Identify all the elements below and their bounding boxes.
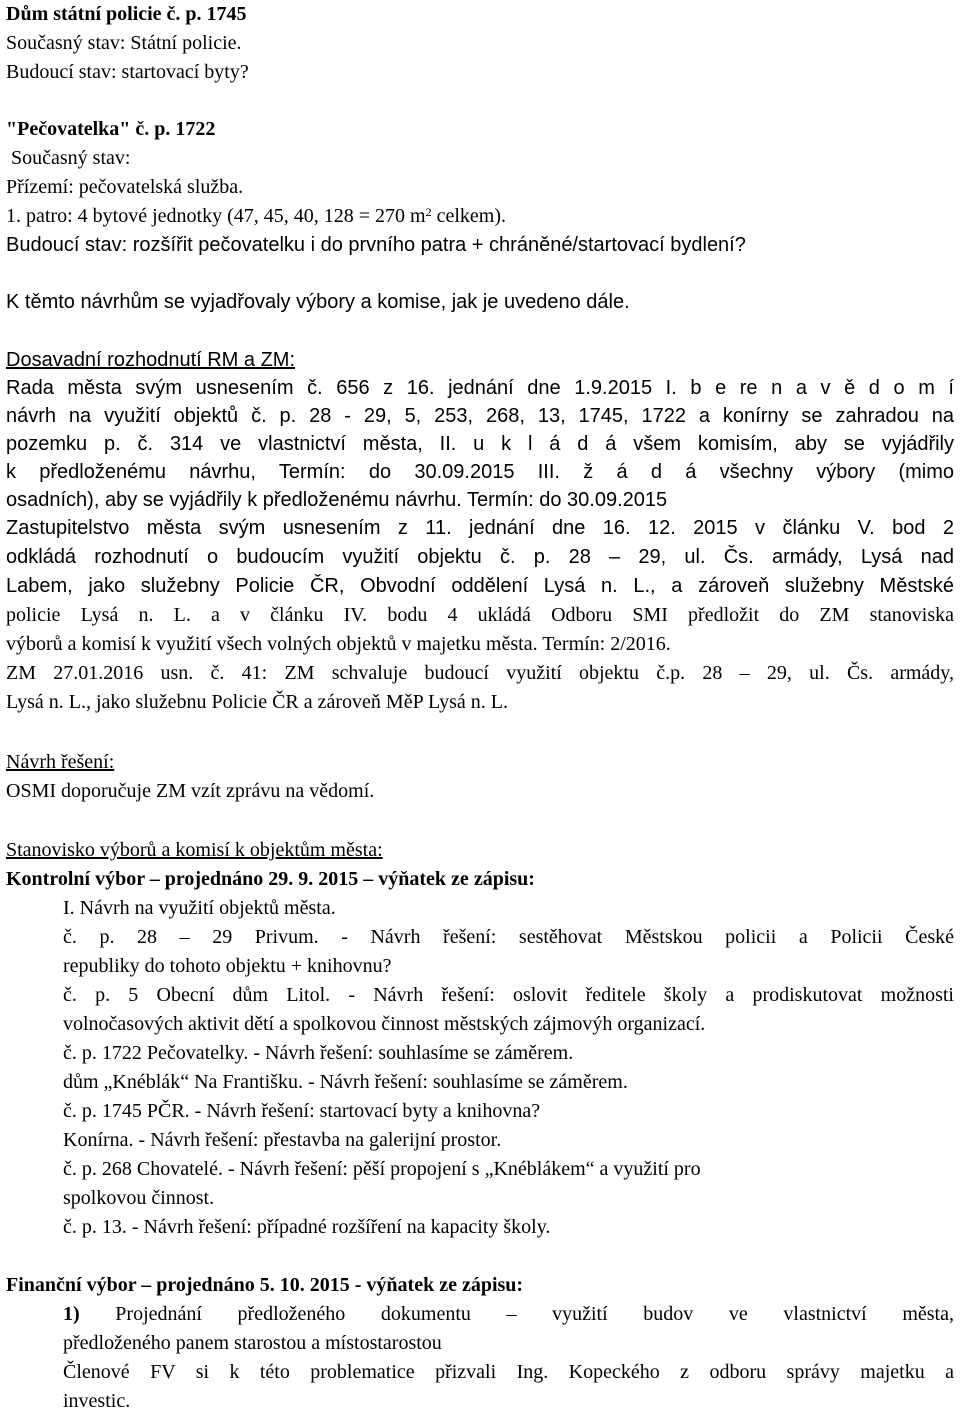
decision-line: Rada města svým usnesením č. 656 z 16. jednání dne 1.9.2015 I. b e re n a v ě d o m í [6,377,954,399]
control-item: dům „Knéblák“ Na Františku. - Návrh řešení: souhlasíme se záměrem. [63,1071,628,1093]
current-state-line: Současný stav: Státní policie. [6,32,242,54]
decision-line: pozemku p. č. 314 ve vlastnictví města, II. u k l á d á všem komisím, aby se vyjádřily [6,433,954,455]
finance-item: 1) Projednání předloženého dokumentu – využití budov ve vlastnictví města, [63,1303,954,1325]
first-floor-line: 1. patro: 4 bytové jednotky (47, 45, 40, 128 = 270 $m^2$ celkem). [6,205,506,227]
finance-committee-heading: Finanční výbor – projednáno 5. 10. 2015 - výňatek ze zápisu: [6,1274,524,1296]
decisions-heading: Dosavadní rozhodnutí RM a ZM: [6,349,296,371]
control-item: č. p. 5 Obecní dům Litol. - Návrh řešení: oslovit ředitele školy a prodiskutovat možnosti [63,984,954,1006]
control-item: republiky do tohoto objektu + knihovnu? [63,955,392,977]
control-item: č. p. 28 – 29 Privum. - Návrh řešení: sestěhovat Městskou policii a Policii České [63,926,954,948]
ground-floor-line: Přízemí: pečovatelská služba. [6,176,244,198]
current-state-label: Současný stav: [6,147,131,169]
control-item: volnočasových aktivit dětí a spolkovou činnost městských zájmovýh organizací. [63,1013,706,1035]
decision-line: ZM 27.01.2016 usn. č. 41: ZM schvaluje budoucí využití objektu č.p. 28 – 29, ul. Čs. armády, [6,662,954,684]
control-item: č. p. 268 Chovatelé. - Návrh řešení: pěší propojení s „Knéblákem“ a využití pro [63,1158,701,1180]
decision-line: Lysá n. L., jako služebnu Policie ČR a zároveň MěP Lysá n. L. [6,691,508,713]
decision-line: Zastupitelstvo města svým usnesením z 11. jednání dne 16. 12. 2015 v článku V. bod 2 [6,517,954,539]
proposal-heading: Návrh řešení: [6,751,115,773]
decision-line: odkládá rozhodnutí o budoucím využití objektu č. p. 28 – 29, ul. Čs. armády, Lysá nad [6,546,954,568]
control-item: I. Návrh na využití objektů města. [63,897,336,919]
control-item: spolkovou činnost. [63,1187,215,1209]
control-item: č. p. 13. - Návrh řešení: případné rozšíření na kapacity školy. [63,1216,551,1238]
committees-heading: Stanovisko výborů a komisí k objektům města: [6,839,383,861]
proposal-text: OSMI doporučuje ZM vzít zprávu na vědomí. [6,780,375,802]
control-item: č. p. 1722 Pečovatelky. - Návrh řešení: souhlasíme se záměrem. [63,1042,574,1064]
decision-line: k předloženému návrhu, Termín: do 30.09.2015 III. ž á d á všechny výbory (mimo [6,461,954,483]
decision-line: osadních), aby se vyjádřily k předloženému návrhu. Termín: do 30.09.2015 [6,489,668,511]
finance-item: investic. [63,1390,131,1412]
finance-item: předloženého panem starostou a místostarostou [63,1332,442,1354]
decision-line: návrh na využití objektů č. p. 28 - 29, 5, 253, 268, 13, 1745, 1722 a konírny se zahradou na [6,405,954,427]
decision-line: policie Lysá n. L. a v článku IV. bodu 4 ukládá Odboru SMI předložit do ZM stanoviska [6,604,954,626]
control-item: č. p. 1745 PČR. - Návrh řešení: startovací byty a knihovna? [63,1100,541,1122]
nursing-house-title: "Pečovatelka" č. p. 1722 [6,118,216,140]
decision-line: Labem, jako služebny Policie ČR, Obvodní oddělení Lysá n. L., a zároveň služebny Městské [6,575,954,597]
control-committee-heading: Kontrolní výbor – projednáno 29. 9. 2015 – výňatek ze zápisu: [6,868,535,890]
future-state-nursing-line: Budoucí stav: rozšířit pečovatelku i do prvního patra + chráněné/startovací bydlení? [6,234,746,256]
control-item: Konírna. - Návrh řešení: přestavba na galerijní prostor. [63,1129,502,1151]
finance-item: Členové FV si k této problematice přizvali Ing. Kopeckého z odboru správy majetku a [63,1361,954,1383]
decision-line: výborů a komisí k využití všech volných objektů v majetku města. Termín: 2/2016. [6,633,671,655]
house-title: Dům státní policie č. p. 1745 [6,3,247,25]
committees-intro: K těmto návrhům se vyjadřovaly výbory a komise, jak je uvedeno dále. [6,291,630,313]
future-state-line: Budoucí stav: startovací byty? [6,61,249,83]
